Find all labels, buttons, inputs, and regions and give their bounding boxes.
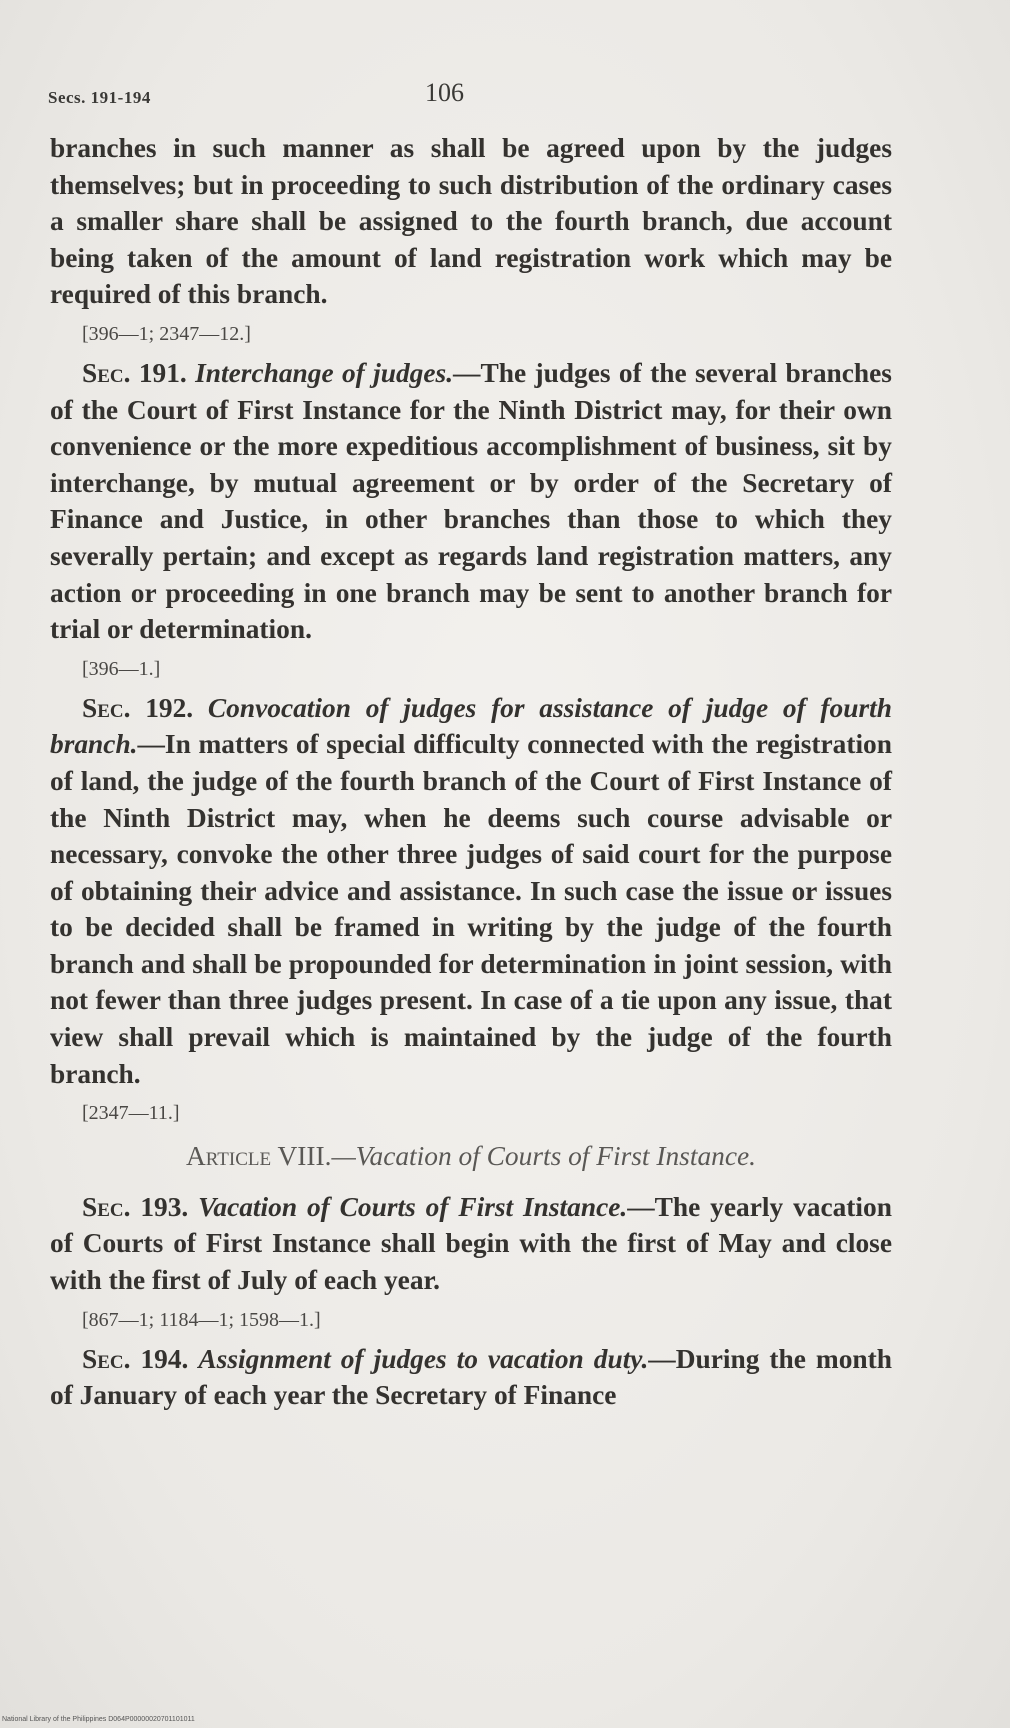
page-header bbox=[48, 78, 908, 118]
section-191-title: Interchange of judges. bbox=[195, 357, 454, 388]
section-193 bbox=[50, 1189, 892, 1299]
article-title: —Vacation of Courts of First Instance. bbox=[331, 1141, 757, 1172]
section-194-text: —During the month of January of each year the Secretary of Finance bbox=[50, 1343, 892, 1411]
citation-191: [396—1.] bbox=[82, 657, 161, 680]
section-193-label: Sec. 193. bbox=[82, 1191, 189, 1222]
citation-192: [2347—11.] bbox=[82, 1102, 180, 1125]
page-body bbox=[50, 130, 892, 1414]
page-number: 106 bbox=[425, 78, 464, 107]
section-193-title: Vacation of Courts of First Instance. bbox=[198, 1191, 628, 1222]
section-194-label: Sec. 194. bbox=[82, 1343, 189, 1374]
section-193-text: —The yearly vacation of Courts of First Instance shall begin with the first of May and close with the first of July of each year. bbox=[50, 1191, 892, 1296]
article-heading bbox=[50, 1138, 892, 1175]
section-range: Secs. 191-194 bbox=[48, 88, 151, 107]
section-194 bbox=[50, 1341, 892, 1414]
section-191-label: Sec. 191. bbox=[82, 357, 187, 388]
section-191-text: —The judges of the several branches of the Court of First Instance for the Ninth District may, for their own convenience or the more expeditious accomplishment of business, sit by interchange, by mutual agreement or by order of the Secretary of Finance and Justice, in other branches than those to which they severally pertain; and except as regards land registration matters, any action or proceeding in one branch may be sent to another branch for trial or determination. bbox=[50, 357, 892, 645]
section-192-text: —In matters of special difficulty connected with the registration of land, the judge of the fourth branch of the Court of First Instance of the Ninth District may, when he deems such course advisable or necessary, convoke the other three judges of said court for the purpose of obtaining their advice and assistance. In such case the issue or issues to be decided shall be framed in writing by the judge of the fourth branch and shall be propounded for determination in joint session, with not fewer than three judges present. In case of a tie upon any issue, that view shall prevail which is maintained by the judge of the fourth branch. bbox=[50, 729, 892, 1089]
section-192 bbox=[50, 690, 892, 1093]
scan-credit: National Library of the Philippines D064P00000020701101011 bbox=[2, 1716, 195, 1723]
citation-190: [396—1; 2347—12.] bbox=[82, 322, 251, 345]
article-label: Article VIII. bbox=[185, 1141, 332, 1172]
section-191 bbox=[50, 355, 892, 648]
section-192-label: Sec. 192. bbox=[82, 692, 194, 723]
section-194-title: Assignment of judges to vacation duty. bbox=[198, 1343, 649, 1374]
opening-paragraph: branches in such manner as shall be agreed upon by the judges themselves; but in proceeding to such distribution of the ordinary cases a smaller share shall be assigned to the fourth branch, due account being taken of the amount of land registration work which may be required of this branch. bbox=[50, 133, 892, 310]
citation-193: [867—1; 1184—1; 1598—1.] bbox=[82, 1308, 321, 1331]
section-192-title: Convocation of judges for assistance of judge of fourth branch. bbox=[50, 692, 892, 760]
